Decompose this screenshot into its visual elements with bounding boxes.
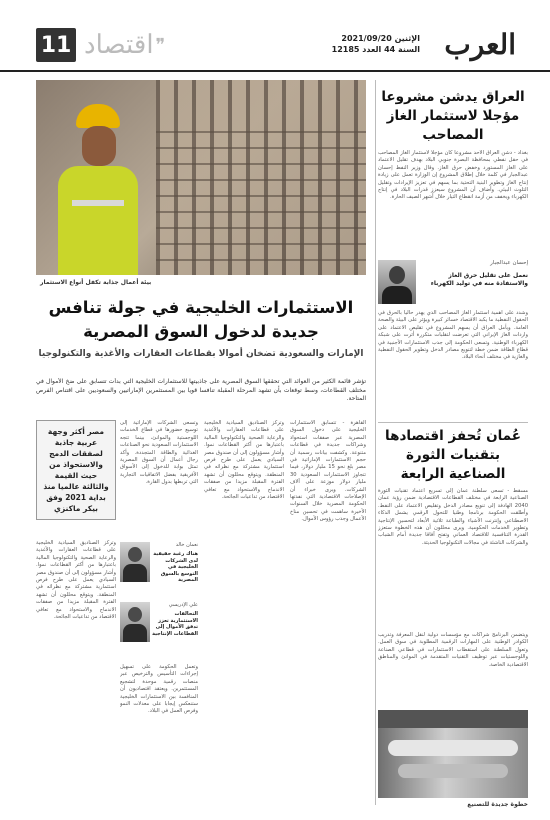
- portrait-2-box: [120, 602, 198, 658]
- issue-line: السنة 44 العدد 12185: [331, 45, 420, 54]
- page-number: 11: [36, 28, 76, 62]
- issue-info: [332, 33, 420, 55]
- main-column-3: وتسعى الشركات الإماراتية إلى توسيع حضورها في قطاع الخدمات اللوجستية والموانئ، بينما تتجه الاستثمارات السعودية نحو الصناعات الغذائية والطاقة المتجددة. وأكد رجال أعمال أن السوق المصرية تمثل بوابة للدخول إلى الأسواق الأفريقية بفضل الاتفاقيات التجارية التي تربطها بدول القارة.: [120, 420, 198, 486]
- main-subheadline: الإمارات والسعودية تضخان أموالا بقطاعات العقارات والأغذية والتكنولوجيا: [38, 349, 364, 359]
- minister-portrait-image: [378, 260, 416, 304]
- oman-body: مسقط - تسعى سلطنة عمان إلى تسريع اعتماد تقنيات الثورة الصناعية الرابعة في مختلف القطاعات الاقتصادية ضمن رؤية عمان 2040 الهادفة إلى تنويع مصادر الدخل وتقليص الاعتماد على النفط. وأطلقت الحكومة برنامجا وطنيا للتحول الرقمي يشمل الذكاء الاصطناعي وإنترنت الأشياء والطباعة ثلاثية الأبعاد لتحسين الإنتاجية وتطوير الخدمات الحكومية. ويرى محللون أن هذه الخطوة ستعزز القدرة التنافسية للاقتصاد العماني وتفتح آفاقا جديدة أمام الشباب والشركات الناشئة في مجالات التكنولوجيا الحديثة.: [378, 488, 528, 546]
- factory-caption: خطوة جديدة للتصنيع: [467, 801, 528, 808]
- iraq-continuation: وشدد على أهمية استثمار الغاز المصاحب الذي يهدر حاليا بالحرق في الحقول النفطية ما يكبد الاقتصاد خسائر كبيرة ويؤثر على البيئة والصحة العامة. ويأمل العراق أن يسهم المشروع في تقليص الاعتماد على واردات الغاز الإيراني التي تعرضت لتقلبات متكررة أثرت على شبكة الكهرباء الوطنية. وتسعى الحكومة إلى جذب الاستثمارات الأجنبية في قطاع الطاقة ضمن خطة لتنويع مصادر الدخل وتطوير الحقول النفطية والغازية في مختلف أنحاء البلاد.: [378, 310, 528, 361]
- person-portrait-image: [120, 602, 150, 642]
- minister-caption: إحسان عبدالجبار: [490, 260, 528, 266]
- main-column-5: وتركز الصناديق السيادية الخليجية على قطاعات العقارات والأغذية والرعاية الصحية والتكنولوجيا المالية باعتبارها من أكثر القطاعات نموا. وأشار مسؤولون إلى أن صندوق مصر السيادي يعمل على طرح فرص استثمارية مشتركة مع نظرائه في المنطقة. ويتوقع محللون أن تشهد الفترة المقبلة مزيدا من صفقات الاندماج والاستحواذ مع تعافي الاقتصاد من تداعيات الجائحة.: [36, 540, 116, 621]
- date-line: الإثنين 2021/09/20: [341, 34, 420, 43]
- portrait-1-quote: هناك رغبة حقيقية لدى الشركات الخليجية في التوسع بالسوق المصرية: [153, 551, 198, 583]
- pullquote-column: [36, 420, 116, 808]
- worker-photo-caption: بيئة أعمال جذابة تكفل أنواع الاستثمار: [40, 279, 152, 286]
- iraq-portrait-box: [378, 258, 528, 306]
- main-column-2: وتركز الصناديق السيادية الخليجية على قطاعات العقارات والأغذية والرعاية الصحية والتكنولوجيا المالية باعتبارها من أكثر القطاعات نموا. وأشار مسؤولون إلى أن صندوق مصر السيادي يعمل على طرح فرص استثمارية مشتركة مع نظرائه في المنطقة. ويتوقع محللون أن تشهد الفترة المقبلة مزيدا من صفقات الاندماج والاستحواذ مع تعافي الاقتصاد من تداعيات الجائحة.: [204, 420, 284, 501]
- divider: [378, 422, 528, 423]
- divider: [375, 80, 376, 805]
- main-column-3-wrapper: [120, 420, 198, 808]
- minister-quote: نعمل على تقليل حرق الغاز والاستفادة منه في توليد الكهرباء: [430, 272, 528, 287]
- person-portrait-image: [120, 542, 150, 582]
- portrait-2-quote: التحالفات الاستثمارية تعزز تدفق الأموال إلى القطاعات الإنتاجية: [152, 611, 198, 637]
- main-intro: تؤشر قائمة الكثير من العوائد التي تحققها السوق المصرية على جاذبيتها للاستثمارات الخليجية التي بدأت تتسابق على ضخ الأموال في مختلف القطاعات، وسط توقعات بأن تشهد المرحلة المقبلة تنافسا قويا بين المستثمرين الإماراتيين والسعوديين على اقتناص الفرص المتاحة.: [36, 378, 366, 402]
- section-title: اقتصاد: [84, 30, 154, 60]
- masthead: [0, 0, 550, 72]
- pull-quote: مصر أكثر وجهة عربية جاذبة لصفقات الدمج والاستحواذ من حيث القيمة والثالثة عالميا منذ بداية 2021 وفق بيكر ماكنزي: [36, 420, 116, 520]
- iraq-body: بغداد - دشن العراق الأحد مشروعا كان مؤجلا لاستثمار الغاز المصاحب في حقل نفطي بمحافظة البصرة جنوبي البلاد بهدف تقليل الاعتماد على الغاز المستورد وخفض حرق الغاز. وقال وزير النفط إحسان عبدالجبار في كلمة خلال إطلاق المشروع إن الوزارة تعمل على زيادة إنتاج الغاز وتطوير البنية التحتية بما يسهم في تعزيز الإيرادات وتقليل التلوث البيئي. وأضاف أن المشروع سيعزز قدرات البلاد في إنتاج الكهرباء ويخفف من أزمة انقطاع التيار خلال أشهر الصيف الحارة.: [378, 150, 528, 201]
- factory-photo: [378, 710, 528, 798]
- main-column-1: القاهرة - تتسابق الاستثمارات الخليجية على دخول السوق المصرية عبر صفقات استحواذ وشراكات جديدة في قطاعات متنوعة. وكشفت بيانات رسمية أن حجم الاستثمارات الإماراتية في مصر بلغ نحو 15 مليار دولار، فيما تتجاوز الاستثمارات السعودية 30 مليار دولار موزعة على آلاف الشركات. ويرى خبراء أن الإصلاحات الاقتصادية التي نفذتها الحكومة المصرية خلال السنوات الأخيرة ساهمت في تحسين مناخ الأعمال وجذب رؤوس الأموال.: [290, 420, 366, 523]
- iraq-headline: العراق يدشن مشروعا مؤجلا لاستثمار الغاز المصاحب: [381, 89, 525, 143]
- main-headline: الاستثمارات الخليجية في جولة تنافس جديدة لدخول السوق المصرية: [48, 298, 354, 341]
- portrait-2-caption: علي الإدريسي: [168, 602, 198, 608]
- oman-continuation: ويتضمن البرنامج شراكات مع مؤسسات دولية لنقل المعرفة وتدريب الكوادر الوطنية على المهارات الرقمية المطلوبة في سوق العمل. وتعول السلطنة على استقطاب الاستثمارات في قطاعي الصناعة واللوجستيات عبر توظيف التقنيات المتقدمة في الموانئ والمناطق الاقتصادية الخاصة.: [378, 632, 528, 668]
- newspaper-logo: العرب: [444, 28, 516, 61]
- portrait-1-box: [120, 542, 198, 598]
- portrait-1-caption: نعمان خالد: [175, 542, 198, 548]
- section-header: [36, 28, 165, 62]
- section-mark-icon: ❞: [155, 34, 166, 56]
- main-column-4: وتعمل الحكومة على تسهيل إجراءات التأسيس والترخيص عبر منصات رقمية موحدة لتشجيع المستثمرين. ويعتقد اقتصاديون أن المنافسة بين الاستثمارات الخليجية ستنعكس إيجابا على معدلات النمو وفرص العمل في البلاد.: [120, 664, 198, 715]
- worker-photo: [36, 80, 366, 275]
- oman-headline: عُمان تُحفز اقتصادها بتقنيات الثورة الصناعية الرابعة: [385, 428, 521, 482]
